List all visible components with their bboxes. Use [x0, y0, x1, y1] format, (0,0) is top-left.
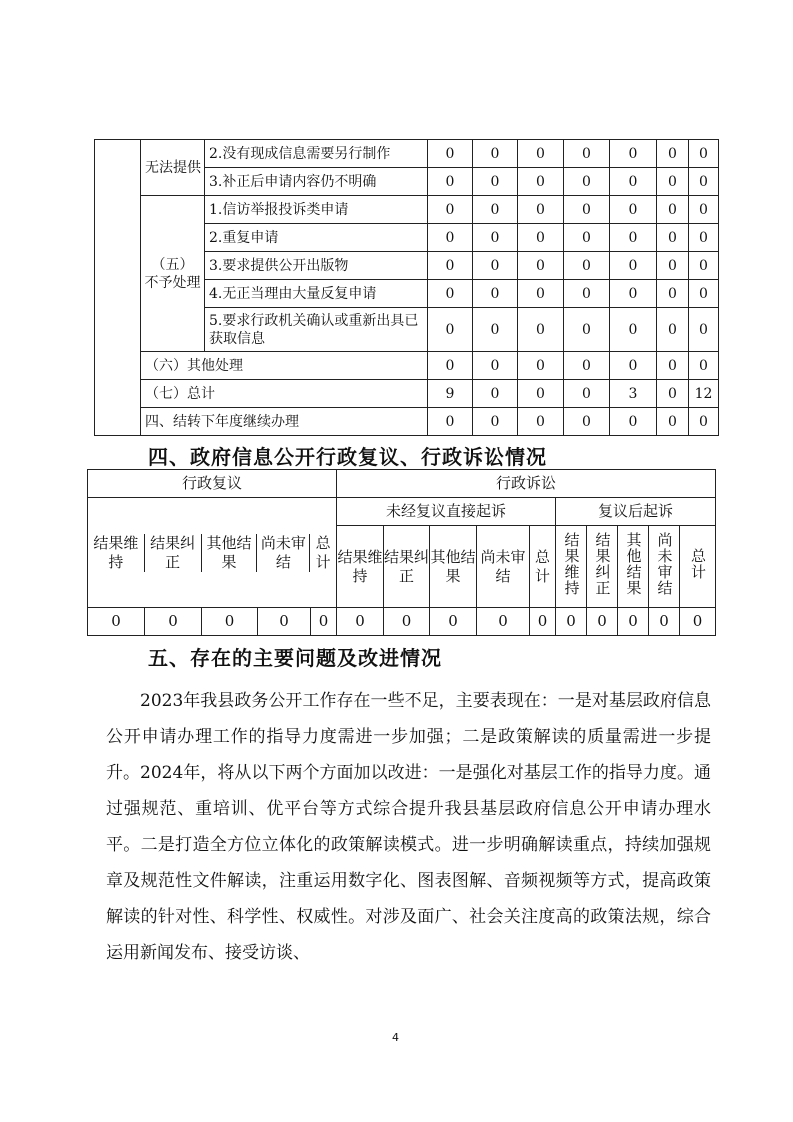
cell-value: 0 [473, 308, 518, 352]
direct-value-corrected: 0 [384, 608, 430, 636]
direct-col-pending: 尚未审结 [477, 526, 530, 608]
cell-value: 0 [564, 380, 610, 408]
after-col-pending: 尚未审结 [649, 526, 680, 608]
after-col-corrected: 结果纠正 [587, 526, 618, 608]
direct-col-other: 其他结果 [430, 526, 477, 608]
cell-value: 0 [689, 140, 719, 168]
row-label: 2.没有现成信息需要另行制作 [205, 140, 428, 168]
cell-value: 0 [518, 224, 564, 252]
admin-review-header: 行政复议 [88, 470, 337, 498]
after-value-other: 0 [618, 608, 649, 636]
cell-value: 0 [518, 140, 564, 168]
cell-value: 0 [657, 140, 689, 168]
outer-blank-cell [95, 140, 141, 436]
after-value-maintain: 0 [556, 608, 587, 636]
review-col-total: 总计 [315, 533, 331, 571]
cell-value: 0 [473, 408, 518, 436]
cell-value: 0 [473, 352, 518, 380]
cell-value: 0 [428, 352, 473, 380]
cell-value: 0 [428, 168, 473, 196]
cell-value: 0 [473, 224, 518, 252]
cell-value: 0 [657, 352, 689, 380]
after-value-total: 0 [680, 608, 716, 636]
direct-suit-header: 未经复议直接起诉 [337, 498, 556, 526]
review-value-maintain: 0 [88, 608, 145, 636]
row-label-other: （六）其他处理 [141, 352, 428, 380]
review-value-corrected: 0 [145, 608, 202, 636]
page-number: 4 [392, 1031, 399, 1044]
cell-value: 0 [657, 224, 689, 252]
admin-litigation-header: 行政诉讼 [337, 470, 716, 498]
cell-value: 0 [610, 280, 657, 308]
cell-value: 0 [657, 196, 689, 224]
cell-value: 12 [689, 380, 719, 408]
direct-value-total: 0 [530, 608, 556, 636]
cell-value: 0 [473, 280, 518, 308]
review-value-pending: 0 [258, 608, 311, 636]
cell-value: 0 [689, 252, 719, 280]
cell-value: 0 [564, 308, 610, 352]
cell-value: 0 [564, 140, 610, 168]
after-col-other: 其他结果 [618, 526, 649, 608]
cell-value: 0 [473, 252, 518, 280]
cell-value: 0 [564, 352, 610, 380]
cell-value: 0 [689, 408, 719, 436]
review-cols-group [88, 498, 337, 608]
row-label-carry-over: 四、结转下年度继续办理 [141, 408, 428, 436]
group-not-handled-text: 不予处理 [144, 274, 201, 291]
cell-value: 0 [610, 168, 657, 196]
cell-value: 0 [428, 408, 473, 436]
group-not-handled-number: （五） [151, 256, 194, 273]
after-value-pending: 0 [649, 608, 680, 636]
row-label: 2.重复申请 [205, 224, 428, 252]
cell-value: 0 [518, 380, 564, 408]
review-col-maintain: 结果维持 [88, 534, 144, 572]
row-label: 3.要求提供公开出版物 [205, 252, 428, 280]
direct-value-other: 0 [430, 608, 477, 636]
cell-value: 0 [518, 352, 564, 380]
cell-value: 0 [610, 308, 657, 352]
after-review-header: 复议后起诉 [556, 498, 716, 526]
cell-value: 0 [518, 280, 564, 308]
cell-value: 0 [657, 252, 689, 280]
direct-col-total: 总计 [530, 526, 556, 608]
cell-value: 0 [518, 196, 564, 224]
review-value-total: 0 [311, 608, 337, 636]
cell-value: 0 [428, 280, 473, 308]
cell-value: 0 [428, 196, 473, 224]
cell-value: 0 [473, 140, 518, 168]
cell-value: 0 [657, 280, 689, 308]
cell-value: 0 [428, 140, 473, 168]
direct-col-corrected: 结果纠正 [384, 526, 430, 608]
cell-value: 0 [518, 308, 564, 352]
cell-value: 0 [428, 308, 473, 352]
after-col-total: 总计 [680, 526, 716, 608]
cell-value: 0 [564, 280, 610, 308]
cell-value: 0 [689, 168, 719, 196]
cell-value: 0 [473, 168, 518, 196]
review-litigation-table [87, 469, 716, 636]
cell-value: 0 [610, 224, 657, 252]
review-col-other: 其他结果 [201, 534, 257, 572]
cell-value: 0 [564, 168, 610, 196]
cell-value: 0 [473, 196, 518, 224]
cell-value: 0 [689, 196, 719, 224]
row-label: 5.要求行政机关确认或重新出具已获取信息 [205, 308, 428, 352]
cell-value: 0 [518, 408, 564, 436]
cell-value: 0 [473, 380, 518, 408]
group-unable-provide-label: 无法提供 [141, 140, 205, 196]
section-5-title: 五、存在的主要问题及改进情况 [148, 646, 442, 670]
cell-value: 0 [564, 252, 610, 280]
cell-value: 0 [610, 140, 657, 168]
row-label-total: （七）总计 [141, 380, 428, 408]
review-cols-inner [88, 534, 336, 572]
cell-value: 0 [657, 168, 689, 196]
cell-value: 0 [564, 408, 610, 436]
row-label: 4.无正当理由大量反复申请 [205, 280, 428, 308]
cell-value: 0 [689, 308, 719, 352]
row-label: 3.补正后申请内容仍不明确 [205, 168, 428, 196]
after-value-corrected: 0 [587, 608, 618, 636]
cell-value: 0 [428, 224, 473, 252]
direct-value-pending: 0 [477, 608, 530, 636]
direct-value-maintain: 0 [337, 608, 384, 636]
cell-value: 0 [610, 408, 657, 436]
section-4-title: 四、政府信息公开行政复议、行政诉讼情况 [148, 445, 547, 469]
cell-value: 3 [610, 380, 657, 408]
cell-value: 0 [610, 252, 657, 280]
after-col-maintain: 结果维持 [556, 526, 587, 608]
cell-value: 0 [689, 224, 719, 252]
row-label: 1.信访举报投诉类申请 [205, 196, 428, 224]
cell-value: 9 [428, 380, 473, 408]
cell-value: 0 [564, 224, 610, 252]
cell-value: 0 [518, 252, 564, 280]
cell-value: 0 [564, 196, 610, 224]
direct-col-maintain: 结果维持 [337, 526, 384, 608]
cell-value: 0 [689, 280, 719, 308]
body-paragraph-container [106, 683, 711, 971]
group-not-handled-label [141, 196, 205, 352]
application-handling-table [94, 139, 719, 436]
cell-value: 0 [657, 308, 689, 352]
cell-value: 0 [689, 352, 719, 380]
review-value-other: 0 [202, 608, 258, 636]
cell-value: 0 [657, 408, 689, 436]
body-paragraph: 2023年我县政务公开工作存在一些不足，主要表现在：一是对基层政府信息公开申请办理工作的指导力度需进一步加强；二是政策解读的质量需进一步提升。2024年，将从以下两个方面加以改进：一是强化对基层工作的指导力度。通过强规范、重培训、优平台等方式综合提升我县基层政府信息公开申请办理水平。二是打造全方位立体化的政策解读模式。进一步明确解读重点，持续加强规章及规范性文件解读，注重运用数字化、图表图解、音频视频等方式，提高政策解读的针对性、科学性、权威性。对涉及面广、社会关注度高的政策法规，综合运用新闻发布、接受访谈、 [106, 691, 711, 963]
cell-value: 0 [610, 352, 657, 380]
cell-value: 0 [657, 380, 689, 408]
cell-value: 0 [518, 168, 564, 196]
cell-value: 0 [428, 252, 473, 280]
review-col-corrected: 结果纠正 [144, 534, 201, 572]
cell-value: 0 [610, 196, 657, 224]
review-col-pending: 尚未审结 [257, 534, 310, 572]
